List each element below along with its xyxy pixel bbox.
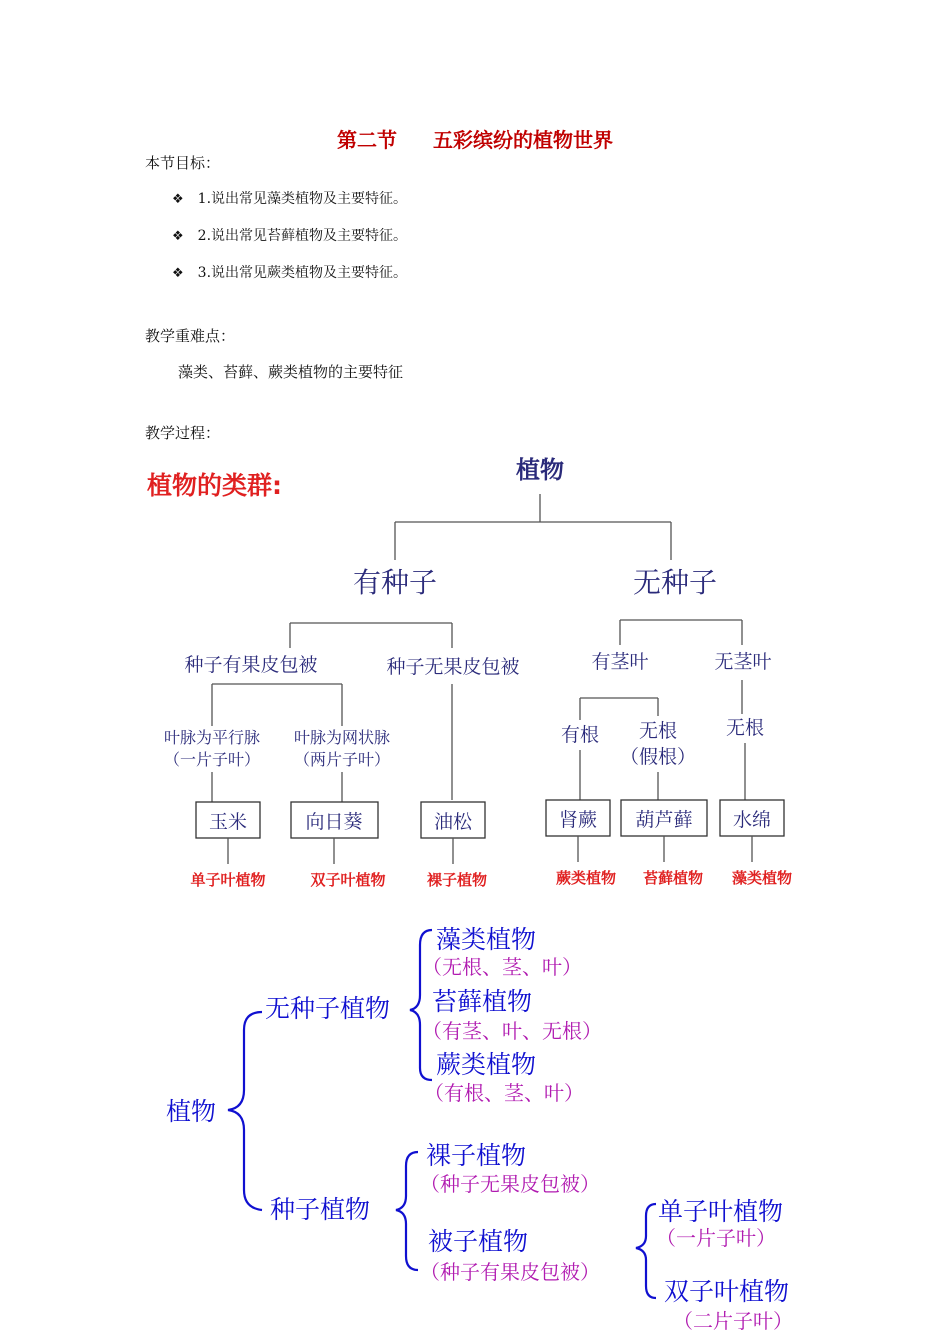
diamond-bullet-icon: ❖ — [172, 192, 184, 207]
angio-brace — [636, 1204, 656, 1298]
seed-node: 种子植物 — [270, 1195, 371, 1224]
algae-plant-box: 水绵 — [732, 809, 772, 831]
fern-note: （有根、茎、叶） — [424, 1081, 584, 1105]
difficulty-label: 教学重难点： — [145, 327, 236, 345]
angio-node: 被子植物 — [428, 1227, 529, 1256]
seedless-node: 无种子植物 — [265, 994, 391, 1023]
net-vein-node: 叶脉为网状脉 — [293, 728, 391, 747]
fern-plant-box: 肾蕨 — [558, 809, 598, 831]
fake-root-note: （假根） — [619, 746, 697, 768]
objectives-label: 本节目标： — [145, 154, 221, 172]
no-stem-leaf-node: 无茎叶 — [714, 651, 772, 673]
pine-box: 油松 — [433, 811, 473, 833]
section-name: 五彩缤纷的植物世界 — [433, 128, 613, 152]
diamond-bullet-icon: ❖ — [172, 266, 184, 281]
difficulty-text: 藻类、苔藓、蕨类植物的主要特征 — [178, 363, 404, 381]
mono-node: 单子叶植物 — [658, 1197, 784, 1226]
with-stem-leaf-node: 有茎叶 — [591, 651, 649, 673]
one-cotyledon-note: （一片子叶） — [163, 750, 261, 769]
algae-node: 藻类植物 — [436, 925, 537, 954]
with-seed-node: 有种子 — [352, 566, 438, 599]
moss-plant-box: 葫芦藓 — [635, 809, 693, 831]
gymno-node: 裸子植物 — [426, 1141, 527, 1170]
seed-naked-node: 种子无果皮包被 — [386, 656, 520, 678]
diamond-bullet-icon: ❖ — [172, 229, 184, 244]
objective-item: ❖ 1.说出常见藻类植物及主要特征。 — [172, 191, 408, 207]
tree-heading: 植物的类群: — [147, 471, 282, 500]
objective-item: ❖ 2.说出常见苔藓植物及主要特征。 — [172, 228, 408, 244]
gymno-note: （种子无果皮包被） — [420, 1172, 600, 1196]
algae-label: 藻类植物 — [731, 869, 793, 887]
section-number: 第二节 — [337, 128, 397, 152]
mono-note: （一片子叶） — [656, 1226, 776, 1250]
root-brace — [228, 1012, 262, 1210]
seed-brace — [396, 1152, 418, 1270]
angio-note: （种子有果皮包被） — [420, 1260, 600, 1284]
seedless-brace — [410, 930, 432, 1080]
di-node: 双子叶植物 — [664, 1277, 790, 1306]
no-root-node: 无根 — [725, 717, 765, 739]
moss-label: 苔藓植物 — [642, 869, 704, 887]
seed-covered-node: 种子有果皮包被 — [184, 654, 318, 676]
di-note: （二片子叶） — [673, 1309, 793, 1333]
class-root: 植物 — [166, 1097, 217, 1126]
sunflower-box: 向日葵 — [305, 811, 363, 833]
fern-label: 蕨类植物 — [555, 869, 617, 887]
moss-node: 苔藓植物 — [432, 987, 533, 1016]
without-seed-node: 无种子 — [632, 566, 718, 599]
plant-classification-braces — [166, 925, 793, 1333]
two-cotyledon-note: （两片子叶） — [293, 750, 391, 769]
plant-group-tree — [147, 456, 792, 889]
algae-note: （无根、茎、叶） — [422, 955, 582, 979]
fern-node: 蕨类植物 — [436, 1050, 537, 1079]
process-label: 教学过程： — [145, 424, 221, 442]
gymnosperm-label: 裸子植物 — [426, 871, 488, 889]
objective-item: ❖ 3.说出常见蕨类植物及主要特征。 — [172, 265, 408, 281]
corn-box: 玉米 — [208, 811, 248, 833]
tree-root: 植物 — [516, 456, 564, 484]
dicot-label: 双子叶植物 — [310, 871, 386, 889]
parallel-vein-node: 叶脉为平行脉 — [163, 728, 261, 747]
no-root-node: 无根 — [638, 720, 678, 742]
moss-note: （有茎、叶、无根） — [422, 1019, 602, 1043]
has-root-node: 有根 — [560, 724, 600, 746]
monocot-label: 单子叶植物 — [190, 871, 266, 889]
